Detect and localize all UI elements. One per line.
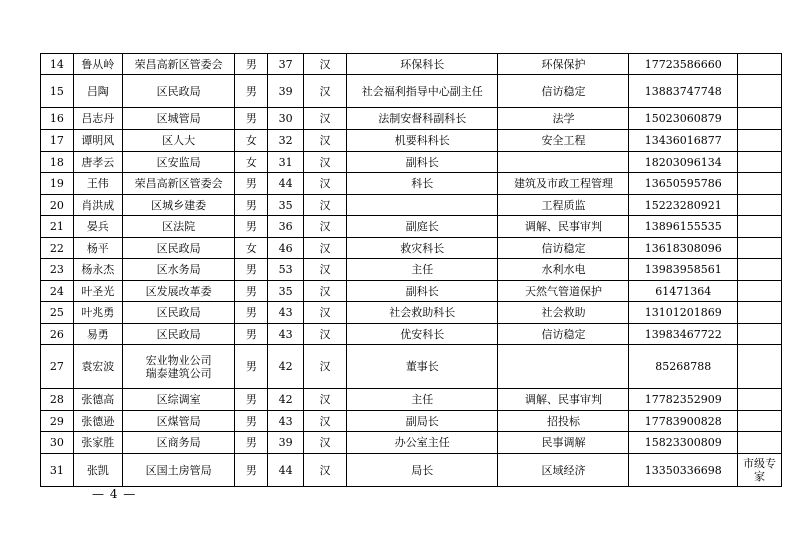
cell-ethnic: 汉 xyxy=(304,324,347,345)
cell-position: 社会福利指导中心副主任 xyxy=(347,75,498,108)
cell-ethnic: 汉 xyxy=(304,411,347,432)
cell-position: 优安科长 xyxy=(347,324,498,345)
cell-specialty xyxy=(498,345,629,389)
table-row xyxy=(41,411,782,432)
cell-position: 法制安督科副科长 xyxy=(347,108,498,130)
cell-note-line: 家 xyxy=(753,470,765,483)
cell-name: 袁宏波 xyxy=(73,345,122,389)
cell-specialty: 社会救助 xyxy=(498,302,629,324)
cell-position: 主任 xyxy=(347,259,498,281)
cell-unit xyxy=(122,454,235,487)
cell-no: 22 xyxy=(41,238,74,259)
cell-name: 晏兵 xyxy=(73,216,122,238)
cell-specialty: 区域经济 xyxy=(498,454,629,487)
table-row xyxy=(41,195,782,216)
cell-specialty: 水利水电 xyxy=(498,259,629,281)
cell-no: 31 xyxy=(41,454,74,487)
cell-note xyxy=(737,411,781,432)
cell-unit xyxy=(122,54,235,75)
cell-sex: 男 xyxy=(235,302,268,324)
table-row xyxy=(41,173,782,195)
cell-position: 副庭长 xyxy=(347,216,498,238)
cell-note xyxy=(737,302,781,324)
cell-age: 31 xyxy=(268,152,304,173)
table-row xyxy=(41,152,782,173)
cell-specialty: 民事调解 xyxy=(498,432,629,454)
cell-position: 董事长 xyxy=(347,345,498,389)
cell-specialty: 招投标 xyxy=(498,411,629,432)
cell-phone: 15823300809 xyxy=(629,432,737,454)
cell-unit xyxy=(122,130,235,152)
personnel-table xyxy=(40,53,782,487)
cell-note xyxy=(737,238,781,259)
cell-unit-line: 区民政局 xyxy=(156,84,201,98)
cell-no: 18 xyxy=(41,152,74,173)
cell-position: 社会救助科长 xyxy=(347,302,498,324)
table-row xyxy=(41,454,782,487)
cell-specialty: 建筑及市政工程管理 xyxy=(498,173,629,195)
cell-ethnic: 汉 xyxy=(304,152,347,173)
cell-note xyxy=(737,324,781,345)
cell-sex: 男 xyxy=(235,324,268,345)
cell-specialty: 信访稳定 xyxy=(498,75,629,108)
cell-age: 30 xyxy=(268,108,304,130)
cell-note xyxy=(737,108,781,130)
cell-name: 杨永杰 xyxy=(73,259,122,281)
cell-age: 43 xyxy=(268,302,304,324)
cell-sex: 男 xyxy=(235,454,268,487)
cell-name: 张凯 xyxy=(73,454,122,487)
cell-note xyxy=(737,130,781,152)
cell-phone: 61471364 xyxy=(629,281,737,302)
cell-specialty xyxy=(498,152,629,173)
cell-age: 39 xyxy=(268,432,304,454)
cell-no: 21 xyxy=(41,216,74,238)
cell-no: 27 xyxy=(41,345,74,389)
cell-no: 24 xyxy=(41,281,74,302)
cell-no: 15 xyxy=(41,75,74,108)
cell-sex: 男 xyxy=(235,54,268,75)
cell-note xyxy=(737,75,781,108)
cell-name: 叶圣光 xyxy=(73,281,122,302)
cell-phone: 18203096134 xyxy=(629,152,737,173)
cell-no: 29 xyxy=(41,411,74,432)
table-row xyxy=(41,130,782,152)
cell-unit-line: 宏业物业公司 xyxy=(145,353,212,367)
cell-name: 吕陶 xyxy=(73,75,122,108)
table-row xyxy=(41,259,782,281)
cell-unit xyxy=(122,389,235,411)
cell-unit xyxy=(122,173,235,195)
cell-ethnic: 汉 xyxy=(304,195,347,216)
cell-unit-line: 区商务局 xyxy=(156,436,201,449)
cell-sex: 女 xyxy=(235,238,268,259)
cell-unit xyxy=(122,195,235,216)
cell-no: 14 xyxy=(41,54,74,75)
cell-note xyxy=(737,345,781,389)
cell-age: 35 xyxy=(268,195,304,216)
cell-position: 救灾科长 xyxy=(347,238,498,259)
cell-ethnic: 汉 xyxy=(304,173,347,195)
cell-name: 谭明风 xyxy=(73,130,122,152)
cell-unit xyxy=(122,324,235,345)
table-row xyxy=(41,281,782,302)
cell-unit-line: 区煤管局 xyxy=(156,414,201,428)
cell-specialty: 工程质监 xyxy=(498,195,629,216)
cell-unit-line: 区国土房管局 xyxy=(145,463,212,477)
table-row xyxy=(41,324,782,345)
cell-age: 46 xyxy=(268,238,304,259)
cell-no: 23 xyxy=(41,259,74,281)
cell-ethnic: 汉 xyxy=(304,345,347,389)
cell-ethnic: 汉 xyxy=(304,130,347,152)
cell-name: 易勇 xyxy=(73,324,122,345)
cell-sex: 男 xyxy=(235,389,268,411)
cell-position: 主任 xyxy=(347,389,498,411)
cell-age: 42 xyxy=(268,389,304,411)
page-number: — 4 — xyxy=(92,487,137,501)
cell-name: 唐孝云 xyxy=(73,152,122,173)
cell-ethnic: 汉 xyxy=(304,75,347,108)
cell-age: 35 xyxy=(268,281,304,302)
cell-specialty: 天然气管道保护 xyxy=(498,281,629,302)
cell-sex: 男 xyxy=(235,108,268,130)
cell-unit-line: 荣昌高新区管委会 xyxy=(134,57,223,71)
cell-position: 副科长 xyxy=(347,152,498,173)
cell-name: 张家胜 xyxy=(73,432,122,454)
cell-phone: 13883747748 xyxy=(629,75,737,108)
cell-ethnic: 汉 xyxy=(304,54,347,75)
cell-unit xyxy=(122,259,235,281)
cell-ethnic: 汉 xyxy=(304,108,347,130)
cell-no: 19 xyxy=(41,173,74,195)
cell-age: 36 xyxy=(268,216,304,238)
cell-phone: 17723586660 xyxy=(629,54,737,75)
cell-sex: 女 xyxy=(235,130,268,152)
cell-note xyxy=(737,259,781,281)
cell-sex: 男 xyxy=(235,259,268,281)
cell-unit xyxy=(122,411,235,432)
cell-position: 局长 xyxy=(347,454,498,487)
cell-phone: 13650595786 xyxy=(629,173,737,195)
cell-specialty: 调解、民事审判 xyxy=(498,216,629,238)
cell-phone: 13101201869 xyxy=(629,302,737,324)
cell-no: 20 xyxy=(41,195,74,216)
cell-unit-line: 区水务局 xyxy=(156,263,201,276)
cell-specialty: 环保保护 xyxy=(498,54,629,75)
cell-specialty: 信访稳定 xyxy=(498,238,629,259)
table-row xyxy=(41,216,782,238)
cell-no: 16 xyxy=(41,108,74,130)
cell-name: 杨平 xyxy=(73,238,122,259)
cell-ethnic: 汉 xyxy=(304,389,347,411)
cell-note xyxy=(737,195,781,216)
cell-position: 机要科科长 xyxy=(347,130,498,152)
table-row xyxy=(41,54,782,75)
cell-phone: 15023060879 xyxy=(629,108,737,130)
cell-unit xyxy=(122,281,235,302)
cell-unit-line: 区城乡建委 xyxy=(151,198,207,212)
cell-phone: 13983958561 xyxy=(629,259,737,281)
cell-name: 王伟 xyxy=(73,173,122,195)
cell-unit-line: 区安监局 xyxy=(156,155,201,169)
table-row xyxy=(41,432,782,454)
cell-unit-line: 荣昌高新区管委会 xyxy=(134,177,223,190)
cell-unit xyxy=(122,432,235,454)
cell-unit-line: 区城管局 xyxy=(156,112,201,125)
cell-ethnic: 汉 xyxy=(304,454,347,487)
cell-age: 39 xyxy=(268,75,304,108)
cell-age: 44 xyxy=(268,454,304,487)
table-row xyxy=(41,75,782,108)
cell-no: 28 xyxy=(41,389,74,411)
cell-phone: 13618308096 xyxy=(629,238,737,259)
cell-unit-line: 区民政局 xyxy=(156,241,201,255)
cell-phone: 15223280921 xyxy=(629,195,737,216)
cell-no: 25 xyxy=(41,302,74,324)
cell-unit xyxy=(122,345,235,389)
cell-unit-line: 区民政局 xyxy=(156,306,201,319)
cell-unit xyxy=(122,302,235,324)
cell-sex: 男 xyxy=(235,75,268,108)
cell-unit xyxy=(122,152,235,173)
cell-unit xyxy=(122,108,235,130)
cell-sex: 男 xyxy=(235,195,268,216)
cell-position: 办公室主任 xyxy=(347,432,498,454)
cell-name: 叶兆勇 xyxy=(73,302,122,324)
cell-unit-line: 区综调室 xyxy=(156,393,201,406)
cell-name: 张德高 xyxy=(73,389,122,411)
cell-sex: 男 xyxy=(235,432,268,454)
cell-age: 42 xyxy=(268,345,304,389)
cell-age: 43 xyxy=(268,411,304,432)
cell-name: 肖洪成 xyxy=(73,195,122,216)
cell-note xyxy=(737,432,781,454)
cell-position xyxy=(347,195,498,216)
cell-ethnic: 汉 xyxy=(304,238,347,259)
cell-unit xyxy=(122,75,235,108)
cell-phone: 13896155535 xyxy=(629,216,737,238)
cell-sex: 男 xyxy=(235,281,268,302)
cell-phone: 85268788 xyxy=(629,345,737,389)
cell-ethnic: 汉 xyxy=(304,302,347,324)
table-row xyxy=(41,238,782,259)
cell-specialty: 调解、民事审判 xyxy=(498,389,629,411)
cell-ethnic: 汉 xyxy=(304,432,347,454)
cell-position: 副科长 xyxy=(347,281,498,302)
cell-unit-line: 区民政局 xyxy=(156,327,201,341)
cell-sex: 男 xyxy=(235,411,268,432)
cell-note xyxy=(737,454,781,487)
cell-ethnic: 汉 xyxy=(304,281,347,302)
cell-age: 43 xyxy=(268,324,304,345)
cell-note xyxy=(737,216,781,238)
cell-age: 53 xyxy=(268,259,304,281)
cell-phone: 13436016877 xyxy=(629,130,737,152)
cell-age: 44 xyxy=(268,173,304,195)
cell-name: 鲁从岭 xyxy=(73,54,122,75)
cell-specialty: 法学 xyxy=(498,108,629,130)
cell-phone: 13983467722 xyxy=(629,324,737,345)
cell-ethnic: 汉 xyxy=(304,259,347,281)
cell-note xyxy=(737,152,781,173)
cell-note xyxy=(737,281,781,302)
table-row xyxy=(41,345,782,389)
cell-note xyxy=(737,389,781,411)
cell-note xyxy=(737,54,781,75)
cell-unit-line: 区法院 xyxy=(162,220,196,233)
cell-sex: 男 xyxy=(235,345,268,389)
cell-sex: 女 xyxy=(235,152,268,173)
cell-age: 37 xyxy=(268,54,304,75)
cell-phone: 17782352909 xyxy=(629,389,737,411)
cell-phone: 13350336698 xyxy=(629,454,737,487)
cell-ethnic: 汉 xyxy=(304,216,347,238)
cell-phone: 17783900828 xyxy=(629,411,737,432)
cell-unit-line: 区发展改革委 xyxy=(145,284,212,298)
cell-age: 32 xyxy=(268,130,304,152)
cell-unit xyxy=(122,216,235,238)
cell-sex: 男 xyxy=(235,173,268,195)
table-row xyxy=(41,389,782,411)
cell-note-line: 市级专 xyxy=(742,457,776,470)
table-row xyxy=(41,302,782,324)
cell-unit-line: 区人大 xyxy=(162,134,196,147)
table-row xyxy=(41,108,782,130)
cell-position: 环保科长 xyxy=(347,54,498,75)
cell-sex: 男 xyxy=(235,216,268,238)
cell-position: 副局长 xyxy=(347,411,498,432)
cell-no: 26 xyxy=(41,324,74,345)
cell-specialty: 信访稳定 xyxy=(498,324,629,345)
cell-no: 30 xyxy=(41,432,74,454)
cell-specialty: 安全工程 xyxy=(498,130,629,152)
cell-position: 科长 xyxy=(347,173,498,195)
cell-note xyxy=(737,173,781,195)
cell-unit xyxy=(122,238,235,259)
cell-name: 张德逊 xyxy=(73,411,122,432)
cell-no: 17 xyxy=(41,130,74,152)
cell-unit-line: 瑞泰建筑公司 xyxy=(145,366,212,380)
cell-name: 吕志丹 xyxy=(73,108,122,130)
